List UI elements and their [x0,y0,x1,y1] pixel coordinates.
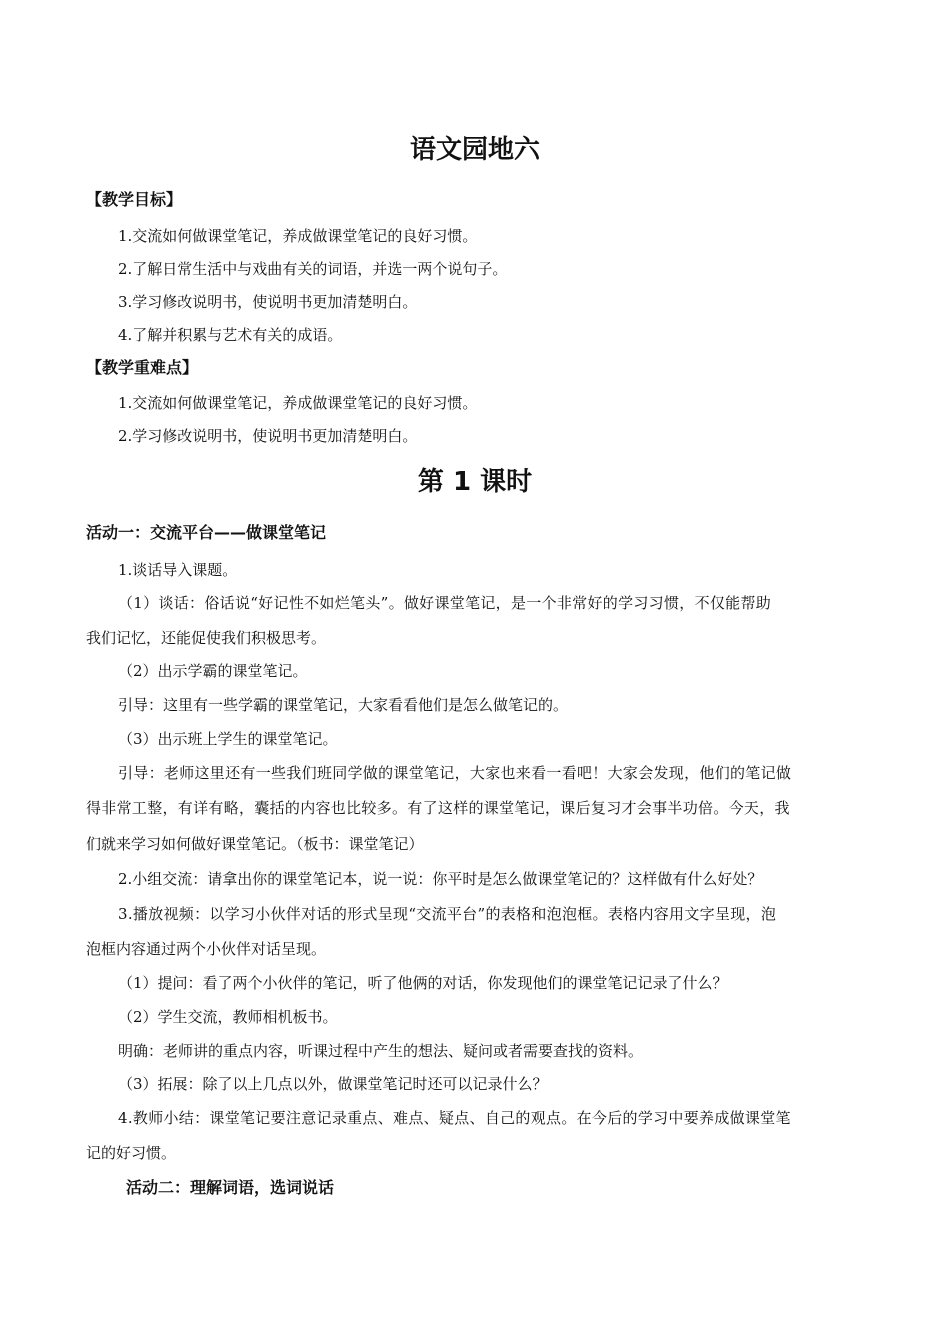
key-point-item: 1.交流如何做课堂笔记，养成做课堂笔记的良好习惯。 [118,394,478,412]
activity1-line: 泡框内容通过两个小伙伴对话呈现。 [86,940,327,958]
key-point-item: 2.学习修改说明书，使说明书更加清楚明白。 [118,427,418,445]
activity1-line: 们就来学习如何做好课堂笔记。（板书：课堂笔记） [86,835,424,853]
activity2-heading: 活动二：理解词语，选词说话 [126,1178,335,1197]
activity1-line: 记的好习惯。 [86,1144,177,1162]
activity1-line: 我们记忆，还能促使我们积极思考。 [86,629,327,647]
page-title: 语文园地六 [409,135,540,165]
activity1-line: 引导：老师这里还有一些我们班同学做的课堂笔记，大家也来看一看吧！大家会发现，他们的笔记做 [118,764,792,782]
activity1-line: （3）出示班上学生的课堂笔记。 [118,730,338,748]
activity1-line: 3.播放视频：以学习小伙伴对话的形式呈现“交流平台”的表格和泡泡框。表格内容用文字呈现，泡 [118,905,777,923]
activity1-line: 明确：老师讲的重点内容，听课过程中产生的想法、疑问或者需要查找的资料。 [118,1042,644,1060]
activity1-line: （1）提问：看了两个小伙伴的笔记，听了他俩的对话，你发现他们的课堂笔记记录了什么？ [118,974,728,992]
lesson-title: 第 1 课时 [417,467,533,497]
activity1-line: （2）学生交流，教师相机板书。 [118,1008,338,1026]
objective-item: 1.交流如何做课堂笔记，养成做课堂笔记的良好习惯。 [118,227,478,245]
objective-item: 3.学习修改说明书，使说明书更加清楚明白。 [118,293,418,311]
activity1-line: （2）出示学霸的课堂笔记。 [118,662,308,680]
key-points-heading: 【教学重难点】 [86,358,199,377]
activity1-line: （1）谈话：俗话说“好记性不如烂笔头”。做好课堂笔记，是一个非常好的学习习惯，不仅能帮助 [118,594,772,612]
activity1-heading: 活动一：交流平台——做课堂笔记 [86,523,327,542]
activity1-line: 得非常工整，有详有略，囊括的内容也比较多。有了这样的课堂笔记，课后复习才会事半功倍。今天，我 [86,799,790,817]
objective-item: 4.了解并积累与艺术有关的成语。 [118,326,343,344]
activity1-line: 1.谈话导入课题。 [118,561,238,579]
activity1-line: 引导：这里有一些学霸的课堂笔记，大家看看他们是怎么做笔记的。 [118,696,569,714]
activity1-line: 4.教师小结：课堂笔记要注意记录重点、难点、疑点、自己的观点。在今后的学习中要养成做课堂笔 [118,1109,791,1127]
objective-item: 2.了解日常生活中与戏曲有关的词语，并选一两个说句子。 [118,260,508,278]
activity1-line: （3）拓展：除了以上几点以外，做课堂笔记时还可以记录什么？ [118,1075,548,1093]
objectives-heading: 【教学目标】 [86,190,183,209]
activity1-line: 2.小组交流：请拿出你的课堂笔记本，说一说：你平时是怎么做课堂笔记的？这样做有什么好处？ [118,870,763,888]
